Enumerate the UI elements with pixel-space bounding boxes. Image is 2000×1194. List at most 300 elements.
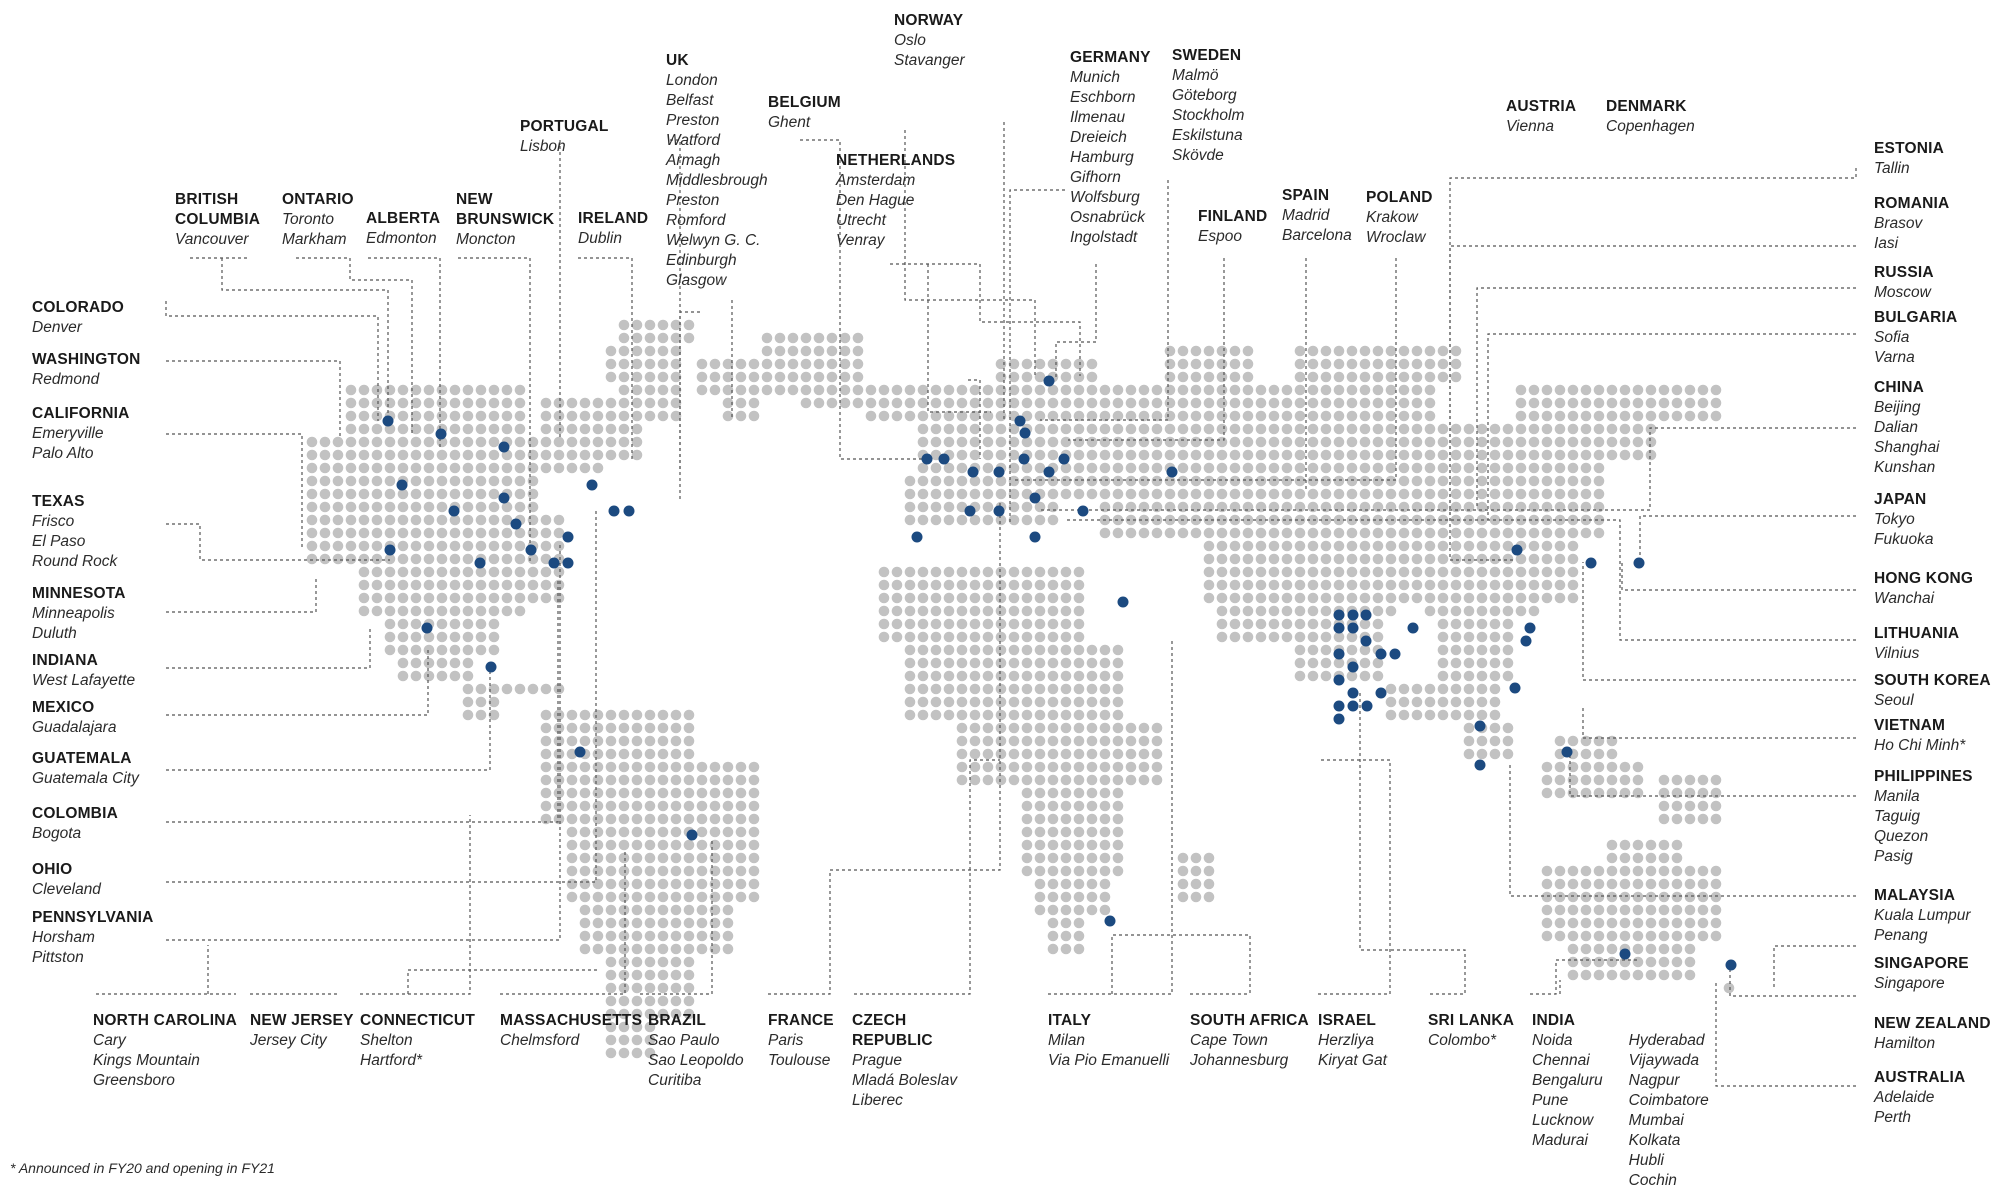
land-dot [619,788,630,799]
land-dot [1347,580,1358,591]
land-dot [1594,398,1605,409]
land-dot [1022,632,1033,643]
land-dot [1139,398,1150,409]
city-name: Lucknow [1532,1112,1594,1129]
land-dot [983,658,994,669]
land-dot [1061,385,1072,396]
land-dot [1607,957,1618,968]
land-dot [1425,437,1436,448]
land-dot [1152,736,1163,747]
land-dot [801,372,812,383]
land-dot [619,762,630,773]
land-dot [1204,879,1215,890]
land-dot [1581,905,1592,916]
land-dot [1334,580,1345,591]
land-dot [1269,554,1280,565]
land-dot [1048,593,1059,604]
land-dot [489,437,500,448]
land-dot [1581,944,1592,955]
land-dot [593,801,604,812]
label-finland [1198,207,1267,247]
land-dot [1009,697,1020,708]
land-dot [463,645,474,656]
land-dot [1269,463,1280,474]
city-name: Guadalajara [32,719,117,736]
land-dot [1022,645,1033,656]
land-dot [528,476,539,487]
land-dot [931,619,942,630]
land-dot [1373,450,1384,461]
land-dot [1633,450,1644,461]
land-dot [1659,385,1670,396]
land-dot [1373,489,1384,500]
land-dot [1425,606,1436,617]
land-dot [1360,398,1371,409]
land-dot [424,437,435,448]
land-dot [437,580,448,591]
land-dot [905,385,916,396]
land-dot [580,814,591,825]
land-dot [1373,502,1384,513]
office-dot [397,480,408,491]
land-dot [1282,632,1293,643]
land-dot [632,736,643,747]
land-dot [1022,723,1033,734]
land-dot [957,424,968,435]
land-dot [528,450,539,461]
land-dot [918,684,929,695]
land-dot [1568,567,1579,578]
land-dot [931,697,942,708]
land-dot [931,710,942,721]
land-dot [671,853,682,864]
label-new-brunswick [456,190,566,250]
land-dot [476,684,487,695]
land-dot [1022,372,1033,383]
land-dot [671,723,682,734]
land-dot [1230,580,1241,591]
land-dot [697,788,708,799]
land-dot [333,528,344,539]
land-dot [1347,645,1358,656]
land-dot [970,710,981,721]
land-dot [1646,944,1657,955]
land-dot [1113,723,1124,734]
land-dot [1607,398,1618,409]
land-dot [1360,541,1371,552]
land-dot [970,580,981,591]
land-dot [1048,398,1059,409]
land-dot [736,762,747,773]
land-dot [1074,827,1085,838]
land-dot [1568,775,1579,786]
city-name: Cary [93,1032,126,1049]
land-dot [632,983,643,994]
land-dot [1269,385,1280,396]
land-dot [619,840,630,851]
land-dot [372,606,383,617]
land-dot [1438,346,1449,357]
land-dot [684,892,695,903]
land-dot [1243,346,1254,357]
land-dot [593,723,604,734]
land-dot [710,905,721,916]
land-dot [1178,346,1189,357]
land-dot [385,632,396,643]
land-dot [918,437,929,448]
label-ohio [32,860,101,900]
land-dot [944,645,955,656]
land-dot [1360,450,1371,461]
land-dot [983,645,994,656]
land-dot [1204,424,1215,435]
land-dot [333,463,344,474]
land-dot [580,775,591,786]
land-dot [632,398,643,409]
land-dot [1477,736,1488,747]
land-dot [1061,736,1072,747]
land-dot [1542,398,1553,409]
land-dot [1347,541,1358,552]
leader-line [166,576,316,612]
land-dot [1620,437,1631,448]
land-dot [996,450,1007,461]
land-dot [1594,411,1605,422]
land-dot [1451,645,1462,656]
land-dot [1139,502,1150,513]
land-dot [684,320,695,331]
land-dot [983,632,994,643]
land-dot [1269,619,1280,630]
land-dot [1516,411,1527,422]
land-dot [1412,359,1423,370]
land-dot [1711,879,1722,890]
land-dot [1477,554,1488,565]
land-dot [1399,684,1410,695]
office-dot [1044,376,1055,387]
land-dot [1100,892,1111,903]
land-dot [1477,567,1488,578]
land-dot [1607,385,1618,396]
land-dot [814,333,825,344]
land-dot [580,879,591,890]
land-dot [359,385,370,396]
land-dot [645,957,656,968]
label-romania [1874,194,1949,254]
land-dot [944,710,955,721]
city-name: Eschborn [1070,89,1136,106]
land-dot [723,814,734,825]
land-dot [476,593,487,604]
land-dot [632,450,643,461]
land-dot [1347,424,1358,435]
land-dot [1581,736,1592,747]
land-dot [1594,944,1605,955]
land-dot [528,593,539,604]
land-dot [1295,385,1306,396]
land-dot [1568,528,1579,539]
land-dot [645,996,656,1007]
land-dot [1061,788,1072,799]
country-name: NEW ZEALAND [1874,1015,1991,1032]
land-dot [1516,450,1527,461]
land-dot [983,606,994,617]
leader-line [360,815,470,994]
land-dot [346,528,357,539]
land-dot [476,697,487,708]
land-dot [593,710,604,721]
land-dot [1204,489,1215,500]
land-dot [1256,502,1267,513]
land-dot [1022,827,1033,838]
land-dot [918,710,929,721]
land-dot [398,385,409,396]
land-dot [450,398,461,409]
land-dot [866,411,877,422]
land-dot [1269,502,1280,513]
land-dot [554,762,565,773]
city-name: Adelaide [1874,1089,1935,1106]
land-dot [1165,359,1176,370]
city-name: Kunshan [1874,459,1936,476]
land-dot [1464,684,1475,695]
leader-line [1583,562,1856,680]
land-dot [1373,346,1384,357]
land-dot [1698,411,1709,422]
label-netherlands [836,151,955,251]
land-dot [1451,697,1462,708]
land-dot [697,892,708,903]
land-dot [1334,463,1345,474]
land-dot [1451,502,1462,513]
land-dot [1217,528,1228,539]
land-dot [1321,645,1332,656]
land-dot [1490,723,1501,734]
land-dot [1477,424,1488,435]
land-dot [398,645,409,656]
land-dot [1048,866,1059,877]
land-dot [1490,489,1501,500]
land-dot [1217,489,1228,500]
leader-line [1318,760,1390,994]
land-dot [593,775,604,786]
land-dot [554,437,565,448]
land-dot [398,567,409,578]
land-dot [619,359,630,370]
land-dot [1217,554,1228,565]
land-dot [814,346,825,357]
land-dot [450,411,461,422]
city-name: Prague [852,1052,902,1069]
land-dot [983,619,994,630]
land-dot [1048,879,1059,890]
land-dot [1568,437,1579,448]
land-dot [502,528,513,539]
label-colorado [32,298,124,338]
land-dot [632,333,643,344]
land-dot [1529,489,1540,500]
land-dot [671,801,682,812]
land-dot [424,541,435,552]
land-dot [1464,489,1475,500]
land-dot [1659,866,1670,877]
land-dot [580,801,591,812]
land-dot [996,736,1007,747]
land-dot [476,489,487,500]
city-name: Hamilton [1874,1035,1936,1052]
land-dot [1009,606,1020,617]
land-dot [1438,645,1449,656]
land-dot [775,333,786,344]
land-dot [372,554,383,565]
land-dot [944,398,955,409]
label-uk [666,51,768,291]
land-dot [1295,463,1306,474]
land-dot [1308,593,1319,604]
land-dot [1503,749,1514,760]
label-colombia [32,804,118,844]
land-dot [1269,450,1280,461]
land-dot [632,944,643,955]
city-name: Kolkata [1628,1132,1681,1149]
land-dot [762,346,773,357]
land-dot [1022,853,1033,864]
land-dot [1321,658,1332,669]
land-dot [567,879,578,890]
land-dot [1360,424,1371,435]
land-dot [1555,463,1566,474]
land-dot [1490,684,1501,695]
city-name: Edinburgh [666,252,737,269]
land-dot [1256,398,1267,409]
land-dot [1204,502,1215,513]
land-dot [1126,437,1137,448]
land-dot [463,424,474,435]
city-name: Sofia [1874,329,1910,346]
land-dot [749,892,760,903]
land-dot [1048,645,1059,656]
land-dot [1542,879,1553,890]
land-dot [1490,619,1501,630]
land-dot [1243,632,1254,643]
land-dot [944,437,955,448]
land-dot [1087,645,1098,656]
land-dot [1074,788,1085,799]
land-dot [1373,411,1384,422]
land-dot [1074,801,1085,812]
land-dot [970,606,981,617]
label-philippines [1874,767,1973,867]
land-dot [1152,749,1163,760]
land-dot [1581,411,1592,422]
land-dot [1451,437,1462,448]
land-dot [1633,788,1644,799]
land-dot [307,476,318,487]
land-dot [1347,450,1358,461]
land-dot [1386,463,1397,474]
land-dot [1282,502,1293,513]
land-dot [645,320,656,331]
city-name: Denver [32,319,82,336]
land-dot [333,437,344,448]
land-dot [1451,463,1462,474]
city-name: Iasi [1874,235,1899,252]
land-dot [827,359,838,370]
land-dot [1035,424,1046,435]
land-dot [307,463,318,474]
land-dot [1542,463,1553,474]
land-dot [1633,892,1644,903]
land-dot [424,632,435,643]
land-dot [1607,788,1618,799]
country-name: INDIANA [32,652,98,669]
land-dot [489,398,500,409]
land-dot [944,424,955,435]
land-dot [1087,684,1098,695]
land-dot [424,528,435,539]
land-dot [515,580,526,591]
land-dot [1451,684,1462,695]
land-dot [1191,346,1202,357]
land-dot [1607,931,1618,942]
land-dot [359,424,370,435]
land-dot [606,892,617,903]
land-dot [1100,424,1111,435]
land-dot [528,463,539,474]
label-poland [1366,188,1433,248]
land-dot [1347,346,1358,357]
land-dot [645,918,656,929]
office-dot [1348,701,1359,712]
land-dot [1217,606,1228,617]
land-dot [1646,970,1657,981]
land-dot [1360,411,1371,422]
land-dot [723,840,734,851]
country-name: JAPAN [1874,491,1927,508]
land-dot [515,424,526,435]
land-dot [1334,398,1345,409]
land-dot [489,632,500,643]
land-dot [554,580,565,591]
land-dot [1334,502,1345,513]
land-dot [983,515,994,526]
country-name: WASHINGTON [32,351,141,368]
land-dot [398,424,409,435]
land-dot [502,554,513,565]
land-dot [1464,645,1475,656]
land-dot [658,827,669,838]
land-dot [762,372,773,383]
land-dot [411,619,422,630]
office-dot [475,558,486,569]
land-dot [1022,762,1033,773]
land-dot [632,749,643,760]
land-dot [1659,398,1670,409]
land-dot [1256,554,1267,565]
land-dot [567,788,578,799]
land-dot [1633,398,1644,409]
land-dot [684,905,695,916]
land-dot [619,723,630,734]
land-dot [1581,931,1592,942]
land-dot [1243,398,1254,409]
land-dot [1568,736,1579,747]
country-name: ITALY [1048,1012,1092,1029]
label-california [32,404,130,464]
office-dot [1334,623,1345,634]
label-bulgaria [1874,308,1957,368]
land-dot [1659,879,1670,890]
